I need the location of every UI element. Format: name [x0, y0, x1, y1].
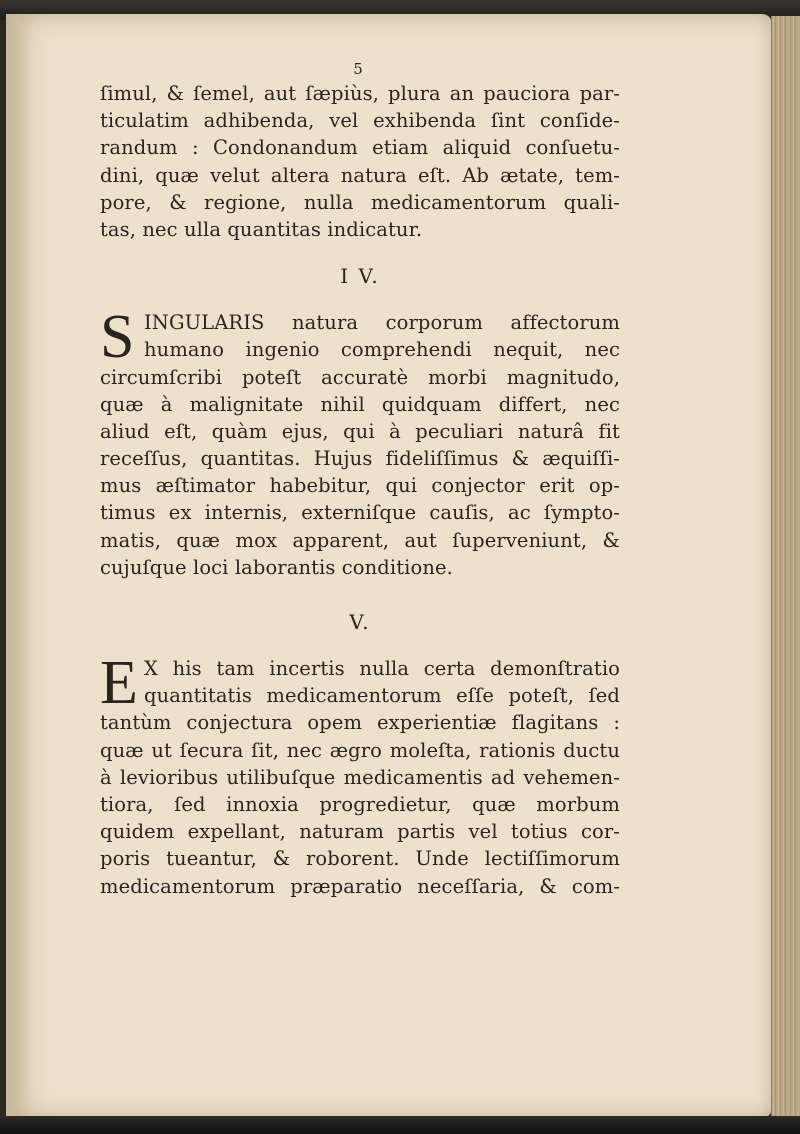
text-line: dini, quæ velut altera natura eſt. Ab ætate, tem- [100, 163, 620, 187]
text-line: mus æſtimator habebitur, qui conjector erit op- [100, 474, 620, 498]
intro-paragraph [100, 80, 620, 243]
text-line: quæ ut ſecura ſit, nec ægro moleſta, rationis ductu [100, 738, 620, 762]
text-line: ſimul, & ſemel, aut ſæpiùs, plura an pauciora par- [100, 82, 620, 105]
section-iv-paragraph [100, 303, 620, 581]
page-gutter-shadow [6, 14, 32, 1118]
text-line: matis, quæ mox apparent, aut ſuperveniunt, & [100, 528, 620, 552]
drop-cap: E [100, 649, 138, 717]
text-line: aliud eſt, quàm ejus, qui à peculiari naturâ fit [100, 419, 620, 443]
page-fore-edge [771, 16, 800, 1116]
text-line: INGULARIS natura corporum affectorum [144, 311, 620, 335]
drop-cap: S [100, 303, 135, 372]
text-line: humano ingenio comprehendi nequit, nec [144, 338, 620, 362]
text-line: quantitatis medicamentorum eſſe poteſt, ſed [144, 684, 620, 708]
text-line: tantùm conjectura opem experientiæ flagitans : [100, 711, 620, 735]
text-line: à levioribus utilibuſque medicamentis ad vehemen- [100, 765, 620, 789]
text-line: ticulatim adhibenda, vel exhibenda ſint conſide- [100, 109, 620, 133]
text-line: quidem expellant, naturam partis vel totius cor- [100, 820, 620, 844]
text-line: X his tam incertis nulla certa demonſtratio [144, 657, 620, 680]
section-heading-v: V. [349, 610, 371, 634]
text-line: medicamentorum præparatio neceſſaria, & com- [100, 874, 620, 898]
text-line: quæ à malignitate nihil quidquam differt, nec [100, 392, 620, 416]
text-line: tas, nec ulla quantitas indicatur. [100, 217, 423, 241]
text-line: receſſus, quantitas. Hujus fideliſſimus & æquiſſi- [100, 447, 620, 471]
text-line: randum : Condonandum etiam aliquid conſuetu- [100, 136, 620, 160]
text-line: poris tueantur, & roborent. Unde lectiſſimorum [100, 847, 620, 871]
page-number: 5 [353, 60, 363, 78]
text-line: pore, & regione, nulla medicamentorum quali- [100, 190, 620, 214]
binding-bottom-edge [0, 1116, 800, 1134]
section-v-paragraph [100, 649, 620, 900]
section-heading-iv: I V. [340, 264, 380, 289]
text-line: cujuſque loci laborantis conditione. [100, 555, 453, 579]
text-block [100, 58, 620, 900]
text-line: tiora, ſed innoxia progredietur, quæ morbum [100, 792, 620, 816]
text-line: timus ex internis, externiſque cauſis, ac ſympto- [100, 501, 620, 525]
text-line: circumſcribi poteſt accuratè morbi magnitudo, [100, 365, 620, 389]
